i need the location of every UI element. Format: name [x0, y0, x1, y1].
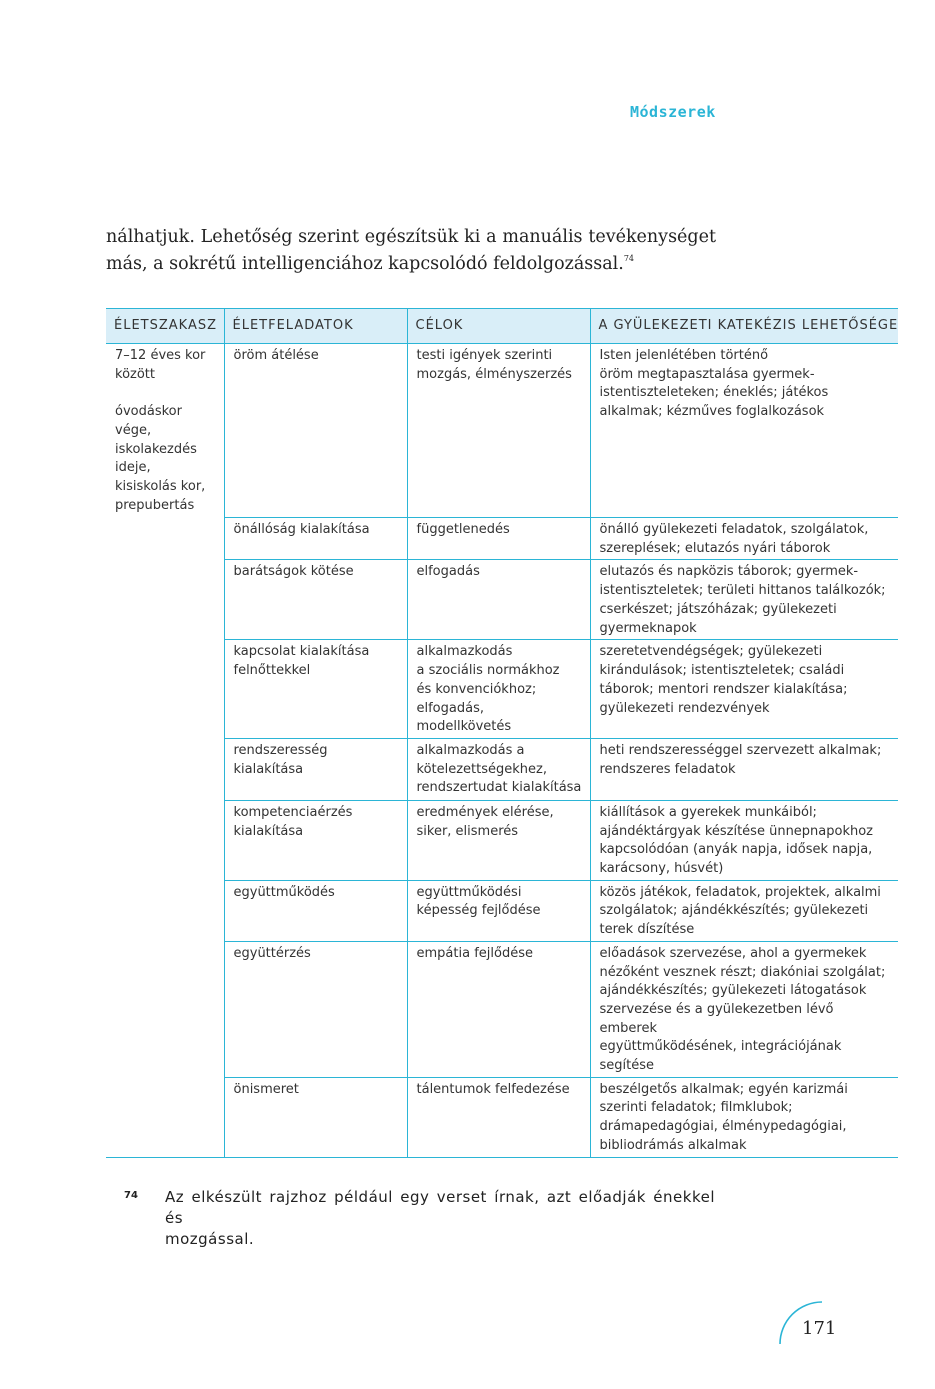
- goal-cell: elfogadás: [407, 560, 590, 640]
- stage-cell: 7–12 éves kor között óvodáskor vége, iskolakezdés ideje, kisiskolás kor, prepubertás: [106, 344, 224, 1158]
- footnote-reference[interactable]: 74: [623, 254, 635, 263]
- goal-cell: együttműködési képesség fejlődése: [407, 880, 590, 941]
- column-header-possibility: A GYÜLEKEZETI KATEKÉZIS LEHETŐSÉGE: [590, 309, 898, 344]
- possibility-cell: szeretetvendégségek; gyülekezeti kirándulások; istentiszteletek; családi táborok; mentori rendszer kialakítása; gyülekezeti rendezvények: [590, 640, 898, 739]
- goal-cell: eredmények elérése, siker, elismerés: [407, 800, 590, 880]
- intro-line-1: nálhatjuk. Lehetőség szerint egészítsük ki a manuális tevékenységet: [106, 227, 716, 247]
- table-row: [106, 518, 898, 560]
- possibility-cell: közös játékok, feladatok, projektek, alkalmi szolgálatok; ajándékkészítés; gyülekezeti terek díszítése: [590, 880, 898, 941]
- possibility-cell: beszélgetős alkalmak; egyén karizmái szerinti feladatok; filmklubok; drámapedagógiai, élménypedagógiai, bibliodrámás alkalmak: [590, 1077, 898, 1157]
- intro-line-2: [106, 251, 716, 278]
- column-header-stage: ÉLETSZAKASZ: [106, 309, 224, 344]
- possibility-cell: kiállítások a gyerekek munkáiból; ajándéktárgyak készítése ünnepnapokhoz kapcsolódóan (anyák napja, idősek napja, karácsony, húsvét): [590, 800, 898, 880]
- goal-cell: függetlenedés: [407, 518, 590, 560]
- page-number: 171: [802, 1318, 837, 1339]
- table-row: [106, 344, 898, 518]
- task-cell: együttérzés: [224, 941, 407, 1077]
- task-cell: öröm átélése: [224, 344, 407, 518]
- section-header: Módszerek: [630, 103, 716, 121]
- column-header-tasks: ÉLETFELADATOK: [224, 309, 407, 344]
- intro-paragraph: [106, 224, 716, 278]
- footnote-line-1: Az elkészült rajzhoz például egy verset írnak, azt előadják énekkel és: [165, 1188, 715, 1227]
- life-stage-table: [106, 308, 898, 1158]
- possibility-cell: heti rendszerességgel szervezett alkalmak; rendszeres feladatok: [590, 738, 898, 800]
- table-row: [106, 738, 898, 800]
- table-row: [106, 941, 898, 1077]
- possibility-cell: Isten jelenlétében történő öröm megtapasztalása gyermek- istentiszteleteken; éneklés; játékos alkalmak; kézműves foglalkozások: [590, 344, 898, 518]
- footnote-line-2: mozgással.: [165, 1230, 255, 1248]
- task-cell: önállóság kialakítása: [224, 518, 407, 560]
- task-cell: kompetenciaérzés kialakítása: [224, 800, 407, 880]
- table-row: [106, 1077, 898, 1157]
- goal-cell: alkalmazkodás a szociális normákhoz és konvenciókhoz; elfogadás, modellkövetés: [407, 640, 590, 739]
- table-row: [106, 800, 898, 880]
- table-header-row: [106, 309, 898, 344]
- table-row: [106, 560, 898, 640]
- task-cell: önismeret: [224, 1077, 407, 1157]
- column-header-goals: CÉLOK: [407, 309, 590, 344]
- task-cell: barátságok kötése: [224, 560, 407, 640]
- intro-line-2-text: más, a sokrétű intelligenciához kapcsolódó feldolgozással.: [106, 254, 624, 274]
- possibility-cell: elutazós és napközis táborok; gyermek- istentiszteletek; területi hittanos találkozók; cserkészet; játszóházak; gyülekezeti gyermeknapok: [590, 560, 898, 640]
- possibility-cell: előadások szervezése, ahol a gyermekek nézőként vesznek részt; diakóniai szolgálat; ajándékkészítés; gyülekezeti látogatások szervezése és a gyülekezetben lévő emberek együttműködésének, integrációjának segítése: [590, 941, 898, 1077]
- task-cell: kapcsolat kialakítása felnőttekkel: [224, 640, 407, 739]
- footnote-number: 74: [124, 1190, 138, 1201]
- task-cell: rendszeresség kialakítása: [224, 738, 407, 800]
- table-row: [106, 640, 898, 739]
- goal-cell: tálentumok felfedezése: [407, 1077, 590, 1157]
- task-cell: együttműködés: [224, 880, 407, 941]
- goal-cell: empátia fejlődése: [407, 941, 590, 1077]
- footnote-text: [165, 1187, 715, 1250]
- goal-cell: testi igények szerinti mozgás, élményszerzés: [407, 344, 590, 518]
- goal-cell: alkalmazkodás a kötelezettségekhez, rendszertudat kialakítása: [407, 738, 590, 800]
- possibility-cell: önálló gyülekezeti feladatok, szolgálatok, szereplések; elutazós nyári táborok: [590, 518, 898, 560]
- table-row: [106, 880, 898, 941]
